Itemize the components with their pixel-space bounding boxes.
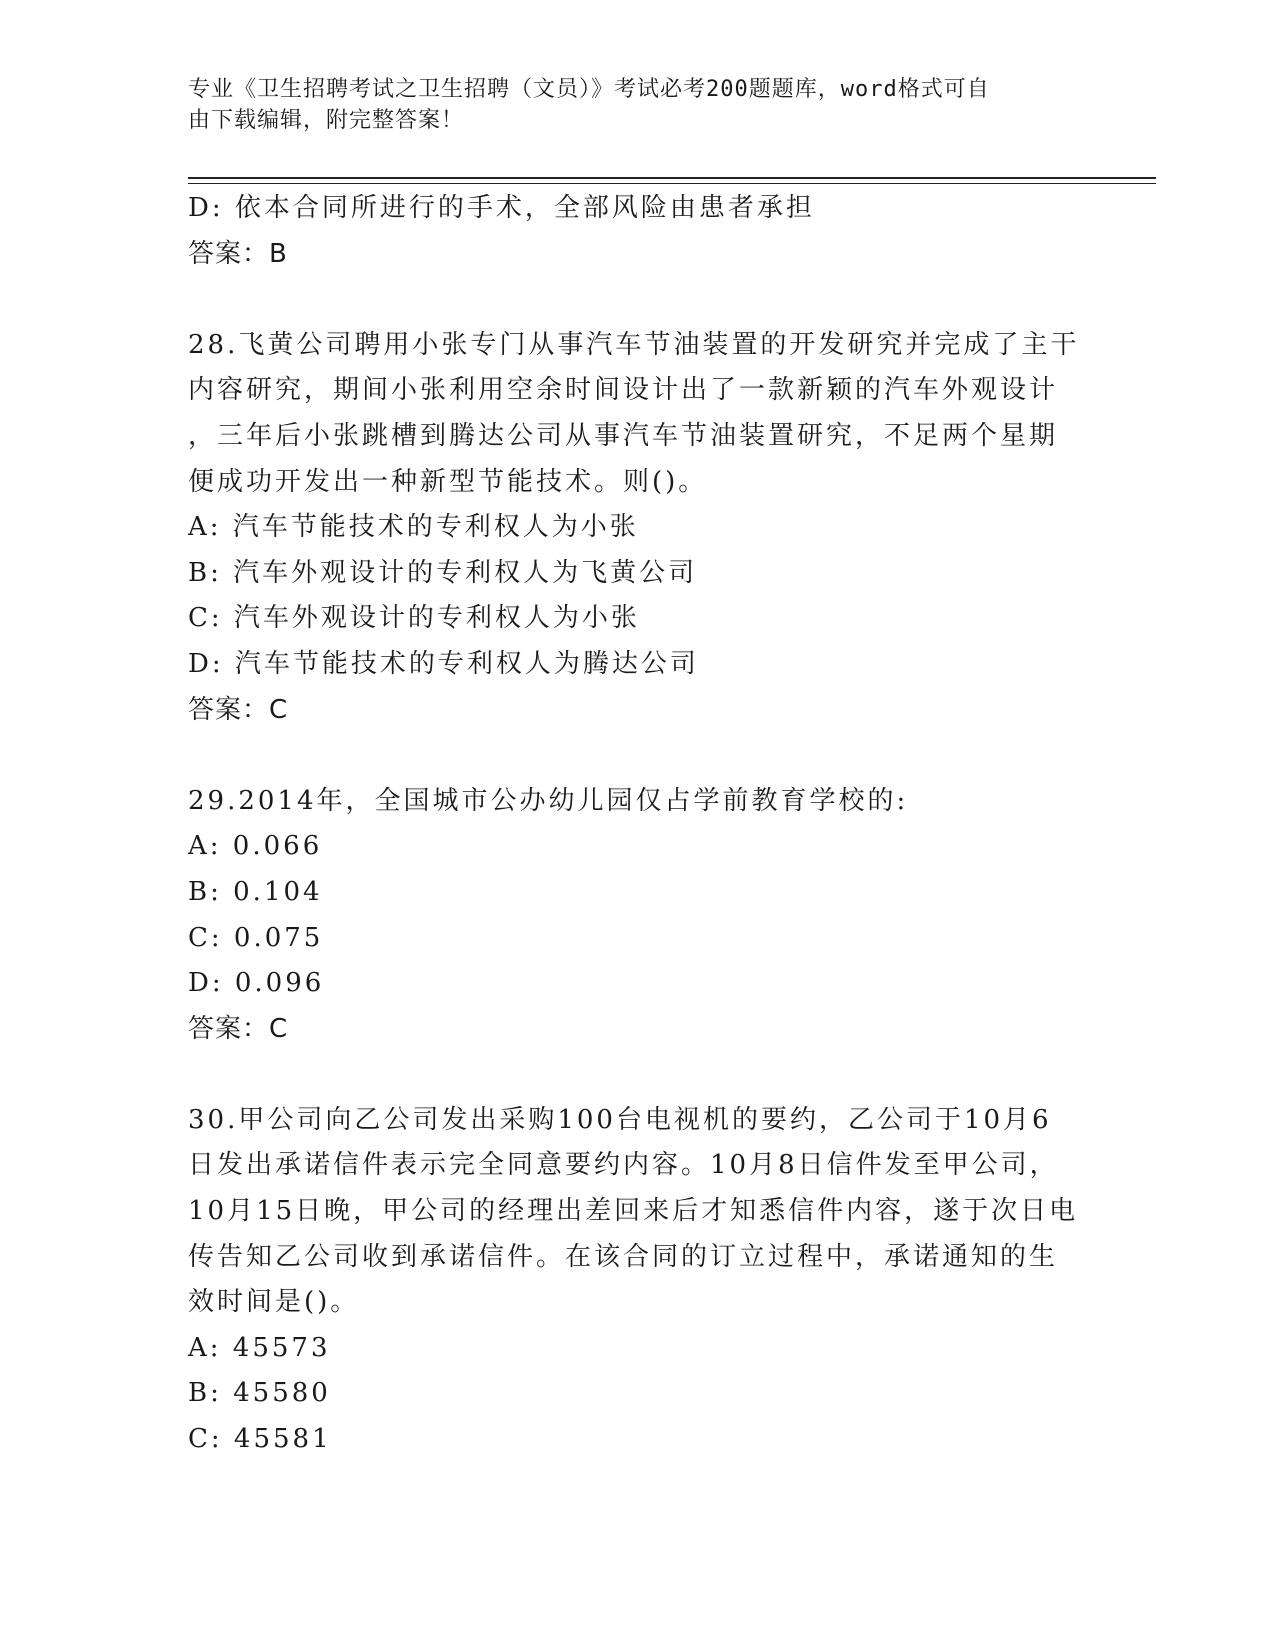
question-30-option-b: B: 45580 bbox=[188, 1378, 331, 1409]
spacer bbox=[188, 733, 1088, 779]
question-29-stem-line-1: 29.2014年，全国城市公办幼儿园仅占学前教育学校的: bbox=[188, 785, 909, 816]
question-28-stem-line-2: 内容研究，期间小张利用空余时间设计出了一款新颖的汽车外观设计 bbox=[188, 375, 1059, 406]
question-28-stem-line-4: 便成功开发出一种新型节能技术。则()。 bbox=[188, 466, 708, 497]
document-body bbox=[188, 186, 1088, 1463]
header-rule-thin bbox=[188, 183, 1156, 184]
question-29-option-b: B: 0.104 bbox=[188, 876, 323, 907]
spacer bbox=[188, 1052, 1088, 1098]
question-29-option-d: D: 0.096 bbox=[188, 968, 325, 999]
question-28-stem-line-3: ，三年后小张跳槽到腾达公司从事汽车节油装置研究，不足两个星期 bbox=[188, 420, 1059, 451]
question-28 bbox=[188, 323, 1088, 733]
header-rule-thick bbox=[188, 177, 1156, 179]
question-30-option-a: A: 45573 bbox=[188, 1332, 331, 1363]
question-30-stem-line-4: 传告知乙公司收到承诺信件。在该合同的订立过程中，承诺通知的生 bbox=[188, 1241, 1059, 1272]
question-29-answer: 答案：C bbox=[188, 1013, 289, 1044]
prev-option-d: D: 依本合同所进行的手术，全部风险由患者承担 bbox=[188, 193, 815, 223]
question-30-stem-line-3: 10月15日晚，甲公司的经理出差回来后才知悉信件内容，遂于次日电 bbox=[188, 1196, 1079, 1227]
question-28-option-a: A: 汽车节能技术的专利权人为小张 bbox=[188, 512, 639, 543]
question-30-stem-line-1: 30.甲公司向乙公司发出采购100台电视机的要约，乙公司于10月6 bbox=[188, 1104, 1052, 1135]
document-header bbox=[188, 74, 1068, 136]
question-29-option-a: A: 0.066 bbox=[188, 831, 323, 862]
question-29-option-c: C: 0.075 bbox=[188, 922, 324, 953]
prev-answer: 答案：B bbox=[188, 238, 288, 269]
question-28-option-c: C: 汽车外观设计的专利权人为小张 bbox=[188, 603, 640, 634]
question-30-stem-line-5: 效时间是()。 bbox=[188, 1287, 360, 1318]
question-30-stem-line-2: 日发出承诺信件表示完全同意要约内容。10月8日信件发至甲公司， bbox=[188, 1150, 1059, 1181]
header-line-2: 由下载编辑，附完整答案！ bbox=[188, 108, 465, 133]
question-28-answer: 答案：C bbox=[188, 694, 289, 725]
spacer bbox=[188, 277, 1088, 323]
question-30-option-c: C: 45581 bbox=[188, 1424, 332, 1455]
question-29 bbox=[188, 779, 1088, 1053]
header-line-1: 专业《卫生招聘考试之卫生招聘（文员）》考试必考200题题库，word格式可自 bbox=[188, 77, 990, 102]
question-28-option-b: B: 汽车外观设计的专利权人为飞黄公司 bbox=[188, 557, 698, 588]
question-28-option-d: D: 汽车节能技术的专利权人为腾达公司 bbox=[188, 648, 699, 679]
question-28-stem-line-1: 28.飞黄公司聘用小张专门从事汽车节油装置的开发研究并完成了主干 bbox=[188, 329, 1080, 360]
question-30 bbox=[188, 1098, 1088, 1463]
